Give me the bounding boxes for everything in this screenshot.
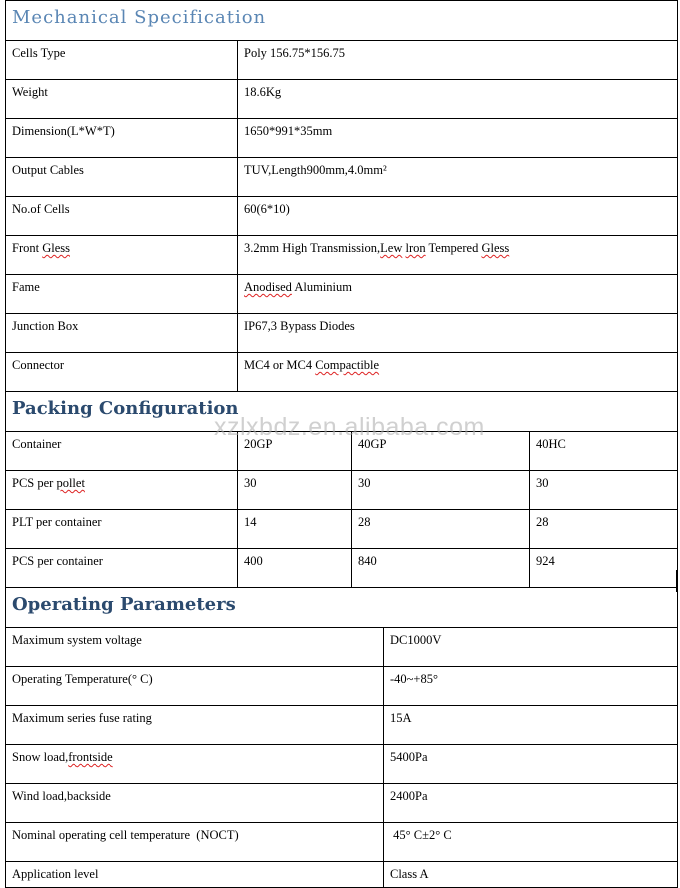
table-row [6, 236, 678, 275]
table-cell: 924 [530, 549, 678, 588]
row-value [238, 236, 678, 275]
row-label: PCS per container [6, 549, 238, 588]
column-header: 40GP [352, 432, 530, 471]
table-row [6, 706, 678, 745]
row-value: Class A [384, 862, 678, 888]
row-value: Poly 156.75*156.75 [238, 41, 678, 80]
row-value: 5400Pa [384, 745, 678, 784]
row-value: -40~+85° [384, 667, 678, 706]
row-label: Nominal operating cell temperature (NOCT) [6, 823, 384, 862]
spellcheck-word: lron [405, 241, 426, 255]
table-cell: 14 [238, 510, 352, 549]
spec-table [5, 0, 678, 888]
table-row [6, 275, 678, 314]
table-row [6, 549, 678, 588]
table-row [6, 510, 678, 549]
row-value: TUV,Length900mm,4.0mm² [238, 158, 678, 197]
row-label: Application level [6, 862, 384, 888]
row-label [6, 745, 384, 784]
table-row [6, 471, 678, 510]
value-text: MC4 or MC4 [244, 358, 316, 372]
row-value: DC1000V [384, 628, 678, 667]
row-label: PLT per container [6, 510, 238, 549]
row-label: Cells Type [6, 41, 238, 80]
table-row [6, 432, 678, 471]
row-label: Container [6, 432, 238, 471]
value-text: Tempered [425, 241, 482, 255]
spellcheck-word: Gless [481, 241, 510, 255]
table-row [6, 41, 678, 80]
packing-title-cell [6, 392, 678, 432]
table-cell: 30 [238, 471, 352, 510]
row-label: Weight [6, 80, 238, 119]
row-label [6, 471, 238, 510]
row-label: Operating Temperature(° C) [6, 667, 384, 706]
mechanical-title: Mechanical Specification [12, 7, 267, 28]
spellcheck-word: frontside [68, 750, 113, 764]
table-cell: 30 [352, 471, 530, 510]
row-label: Junction Box [6, 314, 238, 353]
column-header: 20GP [238, 432, 352, 471]
mechanical-title-cell [6, 1, 678, 41]
spellcheck-word: Anodised [244, 280, 292, 294]
table-row [6, 628, 678, 667]
row-value: 1650*991*35mm [238, 119, 678, 158]
row-label: Output Cables [6, 158, 238, 197]
label-text: Snow load, [12, 750, 69, 764]
row-label: Wind load,backside [6, 784, 384, 823]
packing-title: Packing Configuration [12, 398, 239, 419]
operating-title: Operating Parameters [12, 594, 236, 615]
table-row [6, 745, 678, 784]
watermark-text: xzlxbdz.en.alibaba.com [214, 413, 485, 441]
row-value [238, 275, 678, 314]
spellcheck-word: pollet [56, 476, 85, 490]
table-cell: 400 [238, 549, 352, 588]
edge-divider [676, 570, 677, 592]
row-value [238, 353, 678, 392]
row-value: 18.6Kg [238, 80, 678, 119]
spellcheck-word: Compactible [315, 358, 380, 372]
operating-header-row [6, 588, 678, 628]
row-value: 45° C±2° C [384, 823, 678, 862]
table-row [6, 314, 678, 353]
table-cell: 28 [352, 510, 530, 549]
table-row [6, 784, 678, 823]
row-value: 2400Pa [384, 784, 678, 823]
row-label: Connector [6, 353, 238, 392]
table-row [6, 197, 678, 236]
label-text: Front [12, 241, 43, 255]
label-text: PCS per [12, 476, 57, 490]
mechanical-header-row [6, 1, 678, 41]
value-text: Aluminium [291, 280, 352, 294]
row-value: 60(6*10) [238, 197, 678, 236]
table-row [6, 823, 678, 862]
spellcheck-word: Lew [380, 241, 403, 255]
row-label [6, 236, 238, 275]
packing-header-row [6, 392, 678, 432]
row-label: Dimension(L*W*T) [6, 119, 238, 158]
value-text: 3.2mm High Transmission, [244, 241, 381, 255]
row-label: Maximum series fuse rating [6, 706, 384, 745]
row-value: IP67,3 Bypass Diodes [238, 314, 678, 353]
table-row [6, 353, 678, 392]
table-row [6, 80, 678, 119]
table-cell: 30 [530, 471, 678, 510]
row-value: 15A [384, 706, 678, 745]
operating-title-cell [6, 588, 678, 628]
table-row [6, 862, 678, 888]
table-cell: 28 [530, 510, 678, 549]
table-row [6, 158, 678, 197]
table-row [6, 667, 678, 706]
table-row [6, 119, 678, 158]
row-label: Maximum system voltage [6, 628, 384, 667]
row-label: No.of Cells [6, 197, 238, 236]
table-cell: 840 [352, 549, 530, 588]
row-label: Fame [6, 275, 238, 314]
column-header: 40HC [530, 432, 678, 471]
spellcheck-word: Gless [42, 241, 70, 255]
